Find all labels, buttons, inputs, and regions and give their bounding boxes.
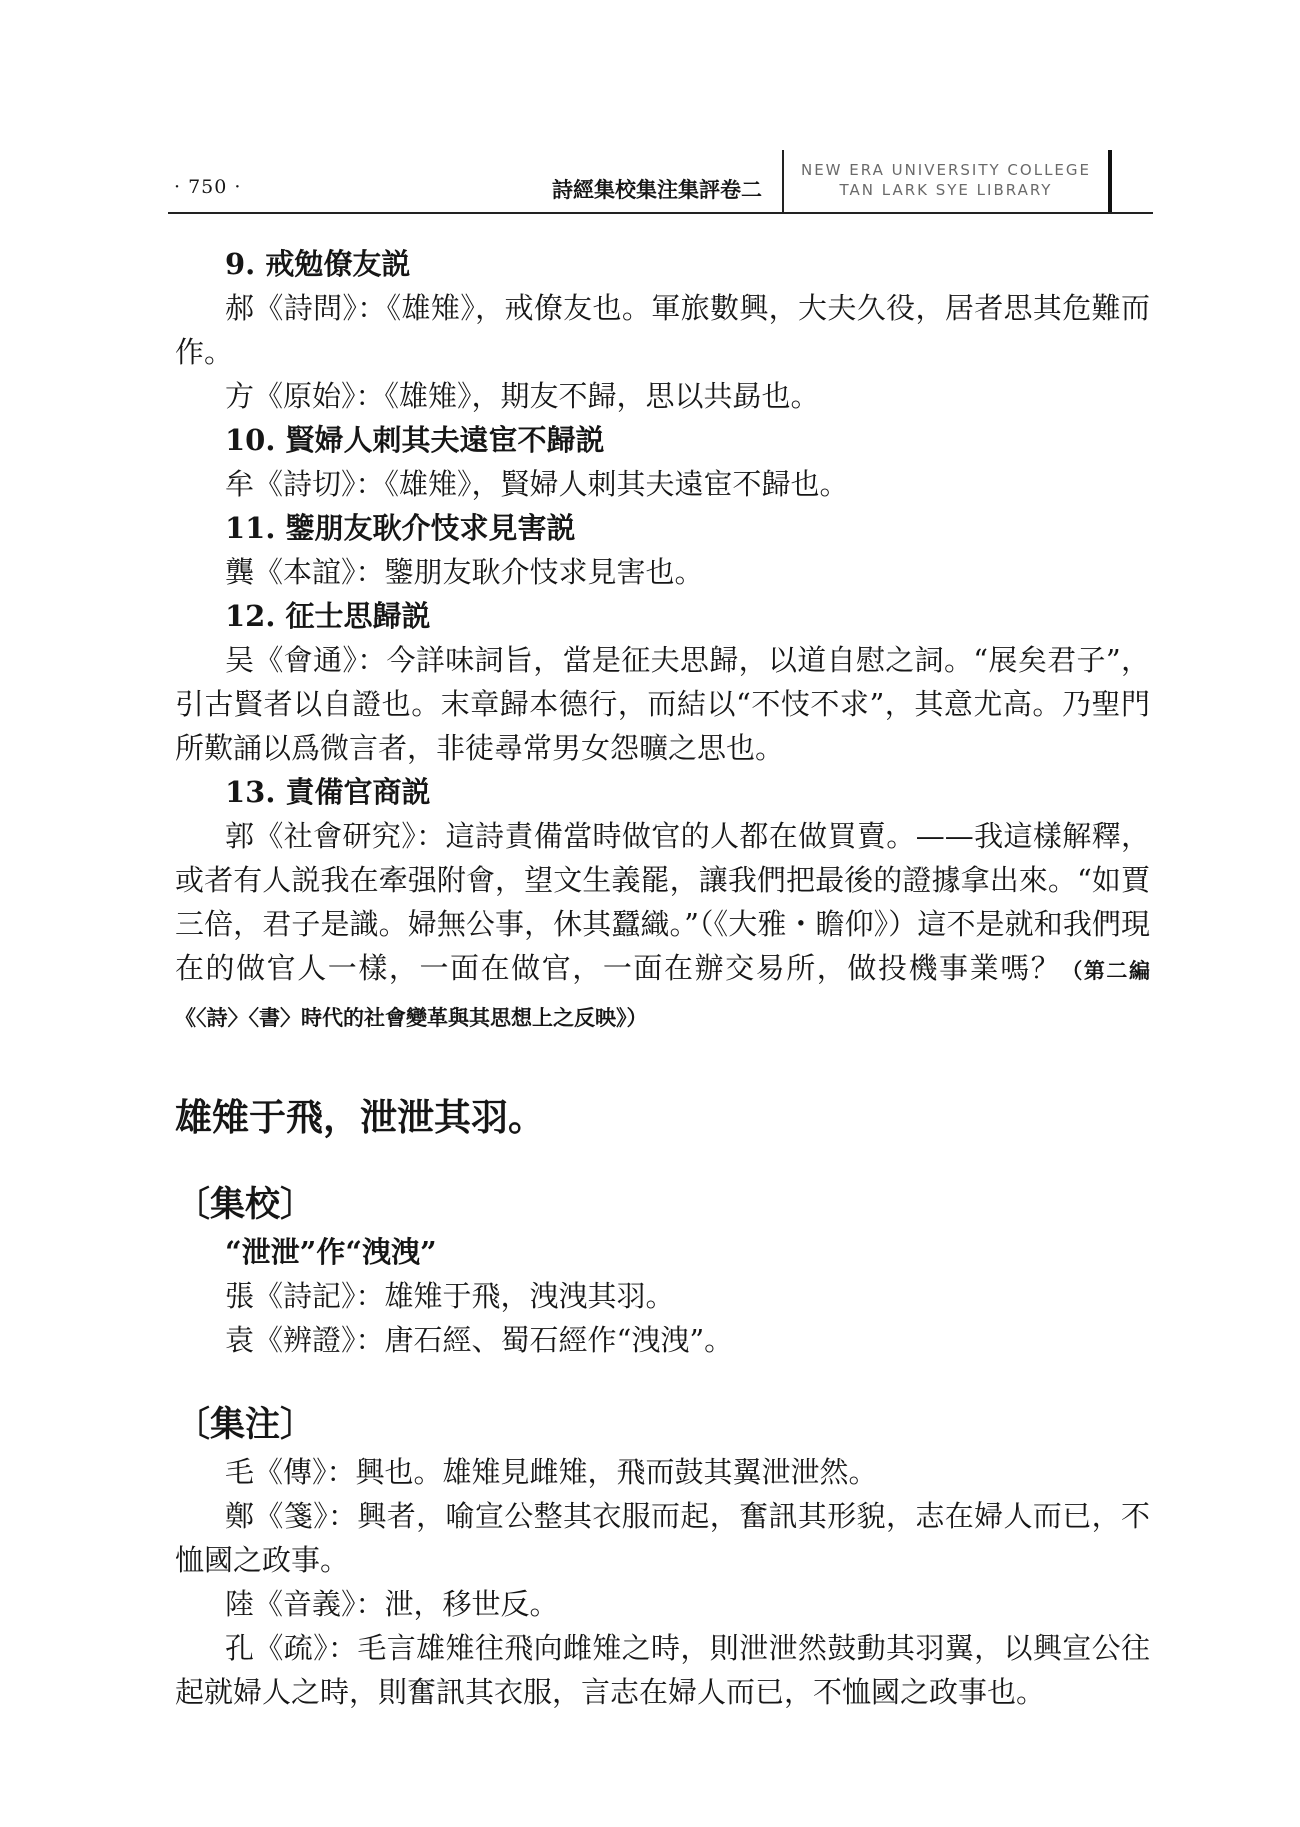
commentary-entry-gong: 龔《本誼》：鑒朋友耿介忮求見害也。 (225, 555, 704, 589)
annotation-entry-lu: 陸《音義》：泄，移世反。 (225, 1587, 559, 1621)
commentary-entry-guo (175, 814, 1150, 1040)
theory-heading-10: 10. 賢婦人刺其夫遠宦不歸説 (225, 423, 605, 457)
theory-heading-9: 9. 戒勉僚友説 (225, 247, 411, 281)
commentary-entry-hao: 郝《詩問》：《雄雉》，戒僚友也。軍旅數興，大夫久役，居者思其危難而作。 (175, 291, 1150, 369)
verse-line: 雄雉于飛，泄泄其羽。 (175, 1095, 545, 1139)
annotation-entry-kong: 孔《疏》：毛言雄雉往飛向雌雉之時，則泄泄然鼓動其羽翼，以興宣公往起就婦人之時，則奮訊其衣服，言志在婦人而已，不恤國之政事也。 (175, 1631, 1150, 1709)
stamp-line-library: TAN LARK SYE LIBRARY (839, 181, 1053, 199)
running-title: 詩經集校集注集評卷二 (552, 177, 762, 202)
collation-subheading: “泄泄”作“洩洩” (225, 1235, 437, 1269)
page-number: · 750 · (174, 176, 242, 198)
collation-entry-zhang: 張《詩記》：雄雉于飛，洩洩其羽。 (225, 1279, 675, 1313)
main-text (175, 242, 1150, 1714)
header-rule (168, 212, 1153, 214)
commentary-entry-fang: 方《原始》：《雄雉》，期友不歸，思以共勗也。 (225, 379, 820, 413)
commentary-entry-mou: 牟《詩切》：《雄雉》，賢婦人刺其夫遠宦不歸也。 (225, 467, 849, 501)
theory-heading-12: 12. 征士思歸説 (225, 599, 431, 633)
annotation-entry-mao: 毛《傳》：興也。雄雉見雌雉，飛而鼓其翼泄泄然。 (225, 1455, 878, 1489)
theory-heading-13: 13. 責備官商説 (225, 775, 431, 809)
annotation-heading: 〔集注〕 (175, 1404, 316, 1445)
theory-heading-11: 11. 鑒朋友耿介忮求見害説 (225, 511, 576, 545)
library-stamp (782, 150, 1112, 212)
collation-entry-yuan: 袁《辨證》：唐石經、蜀石經作“洩洩”。 (225, 1323, 734, 1357)
annotation-entry-zheng: 鄭《箋》：興者，喻宣公整其衣服而起，奮訊其形貌，志在婦人而已，不恤國之政事。 (175, 1499, 1150, 1577)
collation-heading: 〔集校〕 (175, 1184, 316, 1225)
source-note: （第二編《〈詩〉〈書〉時代的社會變革與其思想上之反映》） (175, 958, 1150, 1030)
stamp-line-college: NEW ERA UNIVERSITY COLLEGE (800, 161, 1091, 179)
commentary-entry-wu: 吴《會通》：今詳味詞旨，當是征夫思歸，以道自慰之詞。“展矣君子”，引古賢者以自證也。末章歸本德行，而結以“不忮不求”，其意尤高。乃聖門所歎誦以爲微言者，非徒尋常男女怨曠之思也。 (175, 643, 1150, 765)
commentary-text-guo: 郭《社會研究》：這詩責備當時做官的人都在做買賣。——我這樣解釋，或者有人説我在牽强附會，望文生義罷，讓我們把最後的證據拿出來。“如賈三倍，君子是識。婦無公事，休其蠶織。”（《大雅・瞻仰》）這不是就和我們現在的做官人一樣，一面在做官，一面在辦交易所，做投機事業嗎？ (175, 819, 1150, 985)
